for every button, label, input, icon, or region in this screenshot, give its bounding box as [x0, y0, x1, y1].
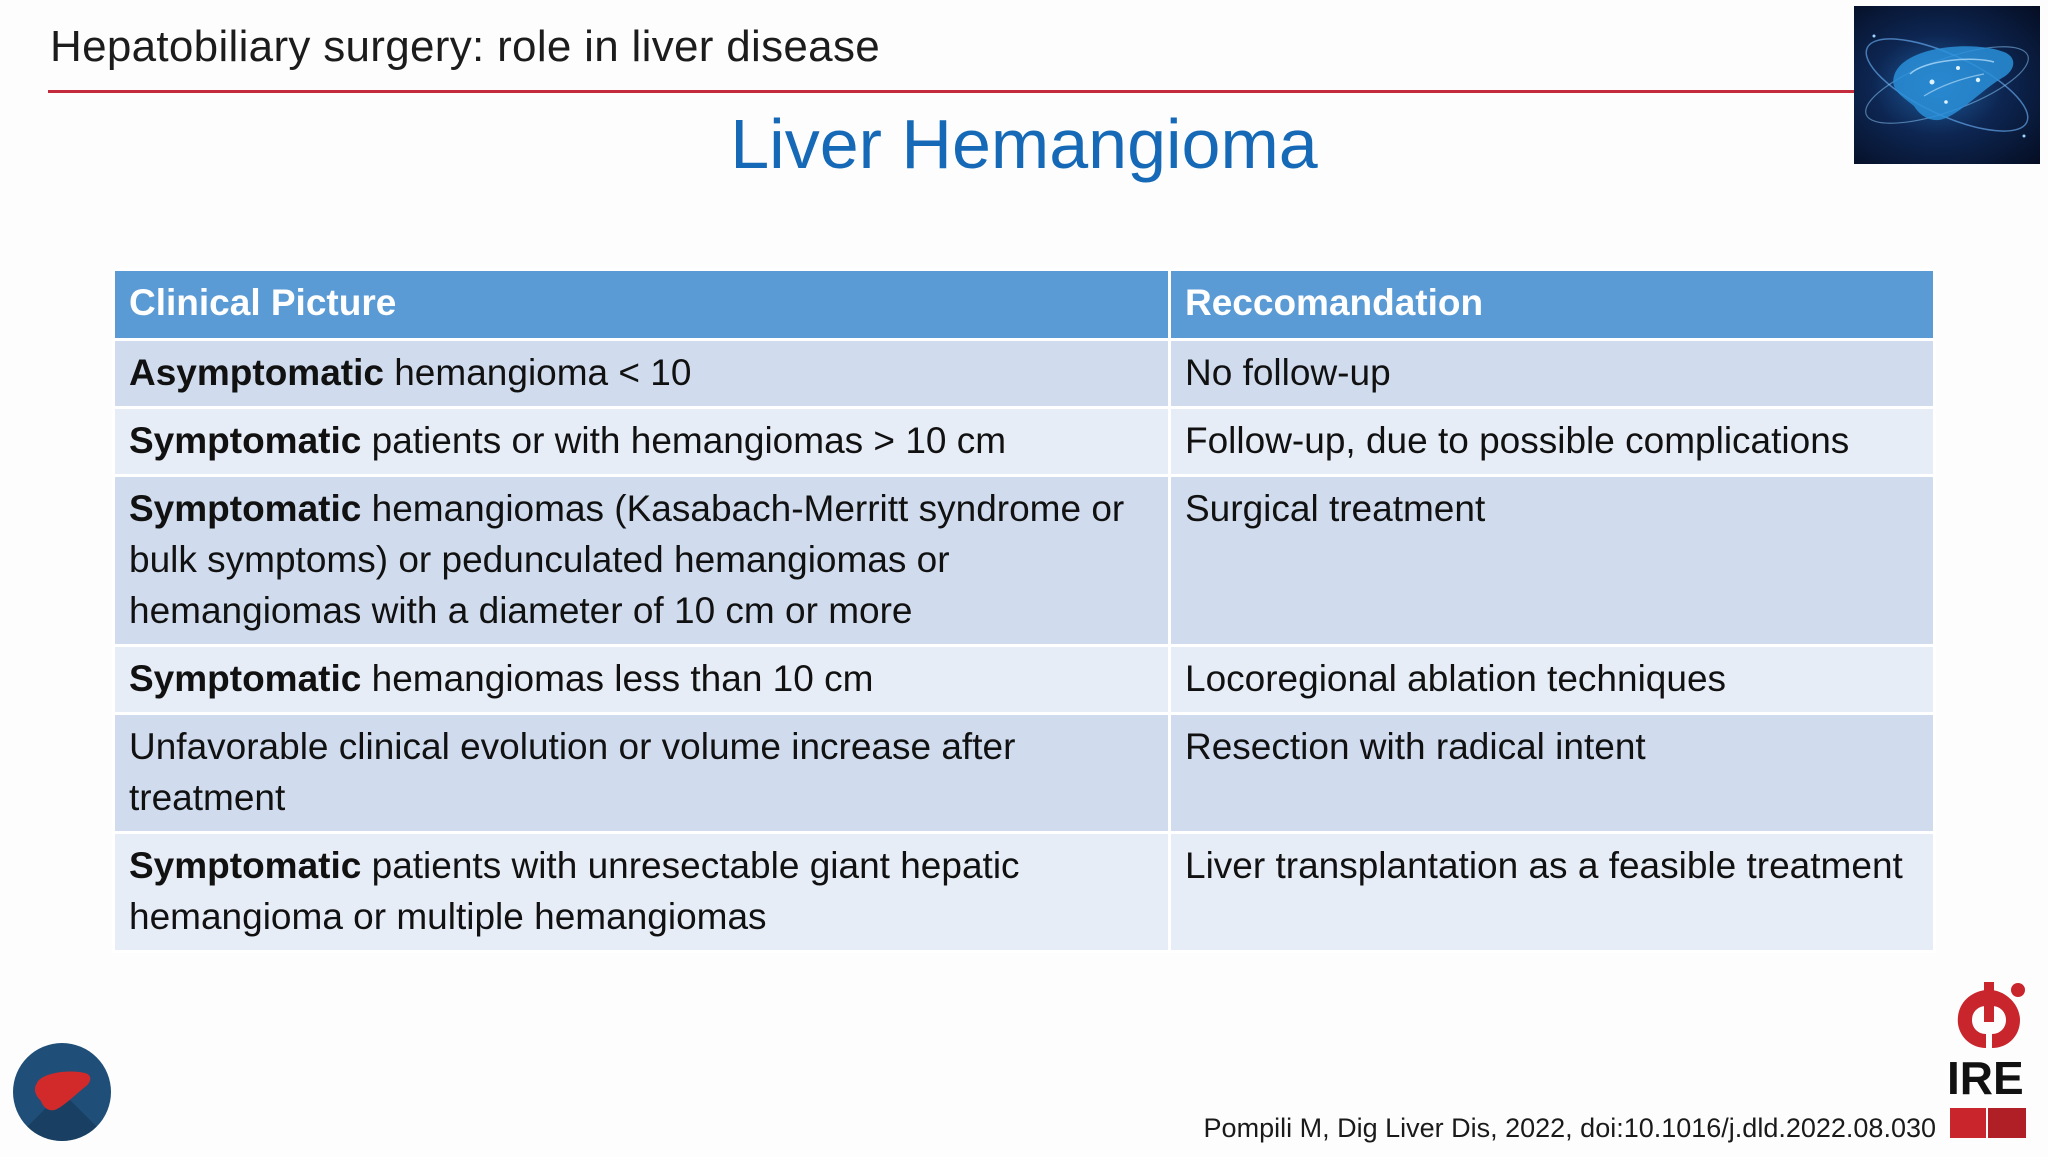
table-row — [114, 340, 1935, 408]
clinical-picture-cell — [114, 408, 1170, 476]
recommendation-cell: Resection with radical intent — [1170, 714, 1935, 833]
table-row — [114, 714, 1935, 833]
recommendation-cell: Liver transplantation as a feasible treatment — [1170, 833, 1935, 952]
clinical-picture-cell — [114, 714, 1170, 833]
table-row — [114, 646, 1935, 714]
picture-bold-term: Symptomatic — [129, 420, 362, 461]
table-row — [114, 833, 1935, 952]
liver-logo-icon — [13, 1043, 111, 1141]
table-header-row — [114, 270, 1935, 340]
recommendation-cell: Surgical treatment — [1170, 476, 1935, 646]
picture-text: Unfavorable clinical evolution or volume increase after treatment — [129, 726, 1016, 818]
table-row — [114, 476, 1935, 646]
picture-text: hemangiomas less than 10 cm — [361, 658, 874, 699]
column-header-clinical-picture: Clinical Picture — [114, 270, 1170, 340]
picture-text: hemangiomas (Kasabach-Merritt syndrome or bulk symptoms) or pedunculated hemangiomas or hemangiomas with a diameter of 10 cm or more — [129, 488, 1125, 631]
clinical-picture-cell — [114, 476, 1170, 646]
recommendation-cell: Locoregional ablation techniques — [1170, 646, 1935, 714]
recommendation-table — [112, 268, 1936, 953]
picture-bold-term: Symptomatic — [129, 488, 362, 529]
ire-logo-text: IRE — [1947, 1052, 2024, 1104]
picture-text: hemangioma < 10 — [383, 352, 692, 393]
citation: Pompili M, Dig Liver Dis, 2022, doi:10.1016/j.dld.2022.08.030 — [1203, 1113, 1936, 1143]
picture-bold-term: Symptomatic — [129, 658, 362, 699]
clinical-picture-cell — [114, 833, 1170, 952]
picture-bold-term: Symptomatic — [129, 845, 362, 886]
picture-bold-term: Asymptomatic — [129, 352, 384, 393]
table-row — [114, 408, 1935, 476]
clinical-picture-cell — [114, 646, 1170, 714]
picture-text: patients with unresectable giant hepatic hemangioma or multiple hemangiomas — [129, 845, 1020, 937]
recommendation-cell: Follow-up, due to possible complications — [1170, 408, 1935, 476]
slide-title: Liver Hemangioma — [730, 105, 1318, 183]
column-header-recommendation: Reccomandation — [1170, 270, 1935, 340]
header-divider — [48, 90, 1854, 93]
clinical-picture-cell — [114, 340, 1170, 408]
recommendation-cell: No follow-up — [1170, 340, 1935, 408]
picture-text: patients or with hemangiomas > 10 cm — [361, 420, 1007, 461]
ire-logo-icon — [1946, 976, 2030, 1152]
header-title: Hepatobiliary surgery: role in liver disease — [50, 22, 881, 71]
